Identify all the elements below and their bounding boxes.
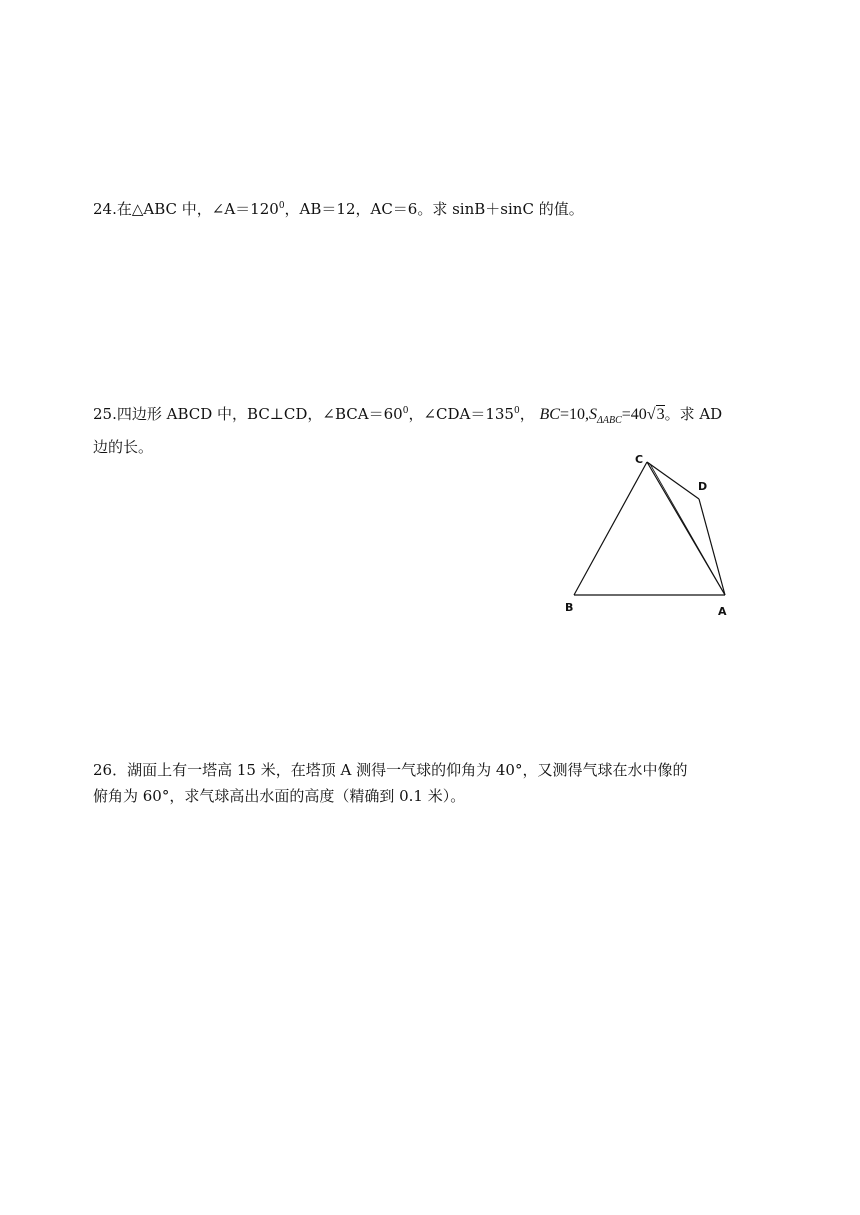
problem-26-line-2: 俯角为 60°，求气球高出水面的高度（精确到 0.1 米）。 [93, 787, 466, 805]
problem-26-number: 26． [93, 761, 128, 779]
problem-26-line-1 [93, 757, 783, 783]
edge-ca-double [650, 464, 725, 595]
label-c: C [635, 453, 644, 466]
problem-25-sup-1: 0 [402, 406, 409, 416]
problem-25-text-b: ，∠CDA＝135 [408, 405, 514, 423]
problem-25-text-c: ， [519, 405, 535, 423]
formula-s: S [589, 406, 597, 423]
problem-25-line-2: 边的长。 [93, 438, 154, 456]
problem-24-text-b: ，AB＝12，AC＝6。求 sinB＋sinC 的值。 [284, 200, 584, 218]
problem-24-text-a: 在△ABC 中，∠A＝120 [116, 200, 279, 218]
problem-25-line-1 [93, 398, 783, 434]
problem-24 [93, 193, 783, 222]
formula-bc: BC [539, 406, 560, 423]
problem-26-text-line-1: 湖面上有一塔高 15 米，在塔顶 A 测得一气球的仰角为 40°，又测得气球在水中像的 [127, 761, 688, 779]
formula-eq1: =10, [559, 406, 589, 423]
problem-24-number: 24. [93, 200, 117, 218]
edge-bc [574, 462, 647, 595]
problem-25-text-d: 。求 AD [664, 405, 723, 423]
formula-root: 3 [656, 406, 665, 423]
formula-sub: ΔABC [597, 415, 622, 426]
sqrt-symbol: √ [646, 406, 656, 423]
problem-25-text-a: 四边形 ABCD 中，BC⊥CD，∠BCA＝60 [116, 405, 403, 423]
problem-25-formula [539, 406, 665, 426]
label-a: A [718, 605, 727, 618]
edge-da [699, 499, 725, 595]
label-d: D [698, 480, 708, 493]
formula-eq2: =40 [621, 406, 647, 423]
problem-24-degree-sup: 0 [278, 201, 285, 211]
label-b: B [565, 601, 574, 614]
edge-cd [647, 462, 699, 499]
problem-25-number: 25. [93, 405, 117, 423]
problem-26 [93, 757, 783, 809]
problem-25-sup-2: 0 [513, 406, 520, 416]
quadrilateral-figure [555, 448, 765, 628]
